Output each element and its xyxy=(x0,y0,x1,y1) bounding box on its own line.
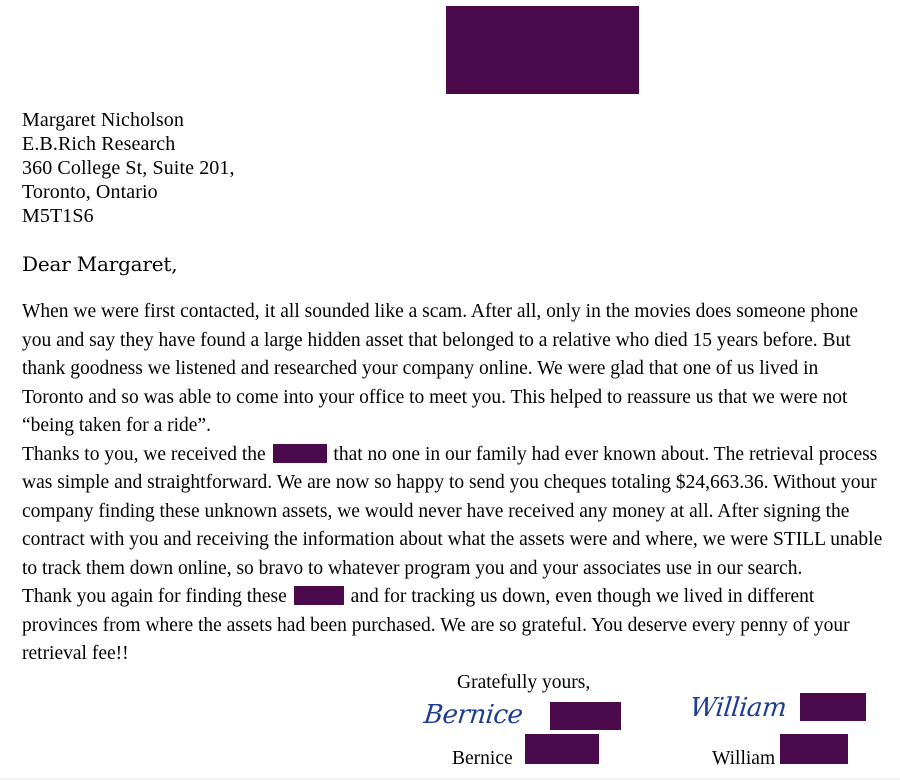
printed-surname-redaction-left xyxy=(525,734,599,764)
inline-redaction-block-2 xyxy=(294,586,344,605)
paragraph-1-text: When we were first contacted, it all sounded like a scam. After all, only in the movies does someone phone you and say they have found a large hidden asset that belonged to a relative who died 15 years before. But thank goodness we listened and researched your company online. We were glad that one of us lived in Toronto and so was able to come into your office to meet you. This helped to reassure us that we were not “being taken for a ride”. xyxy=(22,301,859,436)
paragraph-2-text-before-redaction: Thanks to you, we received the xyxy=(22,443,266,465)
inline-redaction-block-1 xyxy=(273,444,327,463)
closing-line: Gratefully yours, xyxy=(457,672,591,693)
handwritten-signature-left: Bernice xyxy=(422,700,525,730)
recipient-company: E.B.Rich Research xyxy=(22,133,176,155)
paragraph-3 xyxy=(22,583,884,669)
salutation: Dear Margaret, xyxy=(22,252,178,276)
signature-redaction-left xyxy=(550,702,621,730)
recipient-street: 360 College St, Suite 201, xyxy=(22,157,235,179)
signature-redaction-right xyxy=(800,693,866,721)
paragraph-3-text-after-redaction: and for tracking us down, even though we lived in different provinces from where the assets had been purchased. We are so grateful. You deserve every penny of your retrieval fee!! xyxy=(22,586,850,664)
handwritten-signature-right: William xyxy=(688,693,788,723)
recipient-city: Toronto, Ontario xyxy=(22,181,158,203)
signature-block-right xyxy=(690,693,900,723)
letter-body xyxy=(22,298,884,669)
recipient-postal-code: M5T1S6 xyxy=(22,205,94,227)
paragraph-2 xyxy=(22,441,884,584)
paragraph-3-text-before-redaction: Thank you again for finding these xyxy=(22,586,287,607)
printed-name-left: Bernice xyxy=(452,748,513,769)
printed-surname-redaction-right xyxy=(780,734,848,764)
recipient-address-block xyxy=(22,108,235,228)
header-redaction-block xyxy=(446,6,639,94)
paragraph-2-text-after-redaction: that no one in our family had ever known about. The retrieval process was simple and straightforward. We are now so happy to send you cheques totaling $24,663.36. Without your company finding these unknown assets, we would never have received any money at all. After signing the contract with you and receiving the information about what the assets were and where, we were STILL unable to track them down online, so bravo to whatever program you and your associates use in our search. xyxy=(22,443,883,579)
paragraph-1 xyxy=(22,298,884,441)
recipient-name: Margaret Nicholson xyxy=(22,109,184,131)
printed-name-right: William xyxy=(712,748,776,769)
